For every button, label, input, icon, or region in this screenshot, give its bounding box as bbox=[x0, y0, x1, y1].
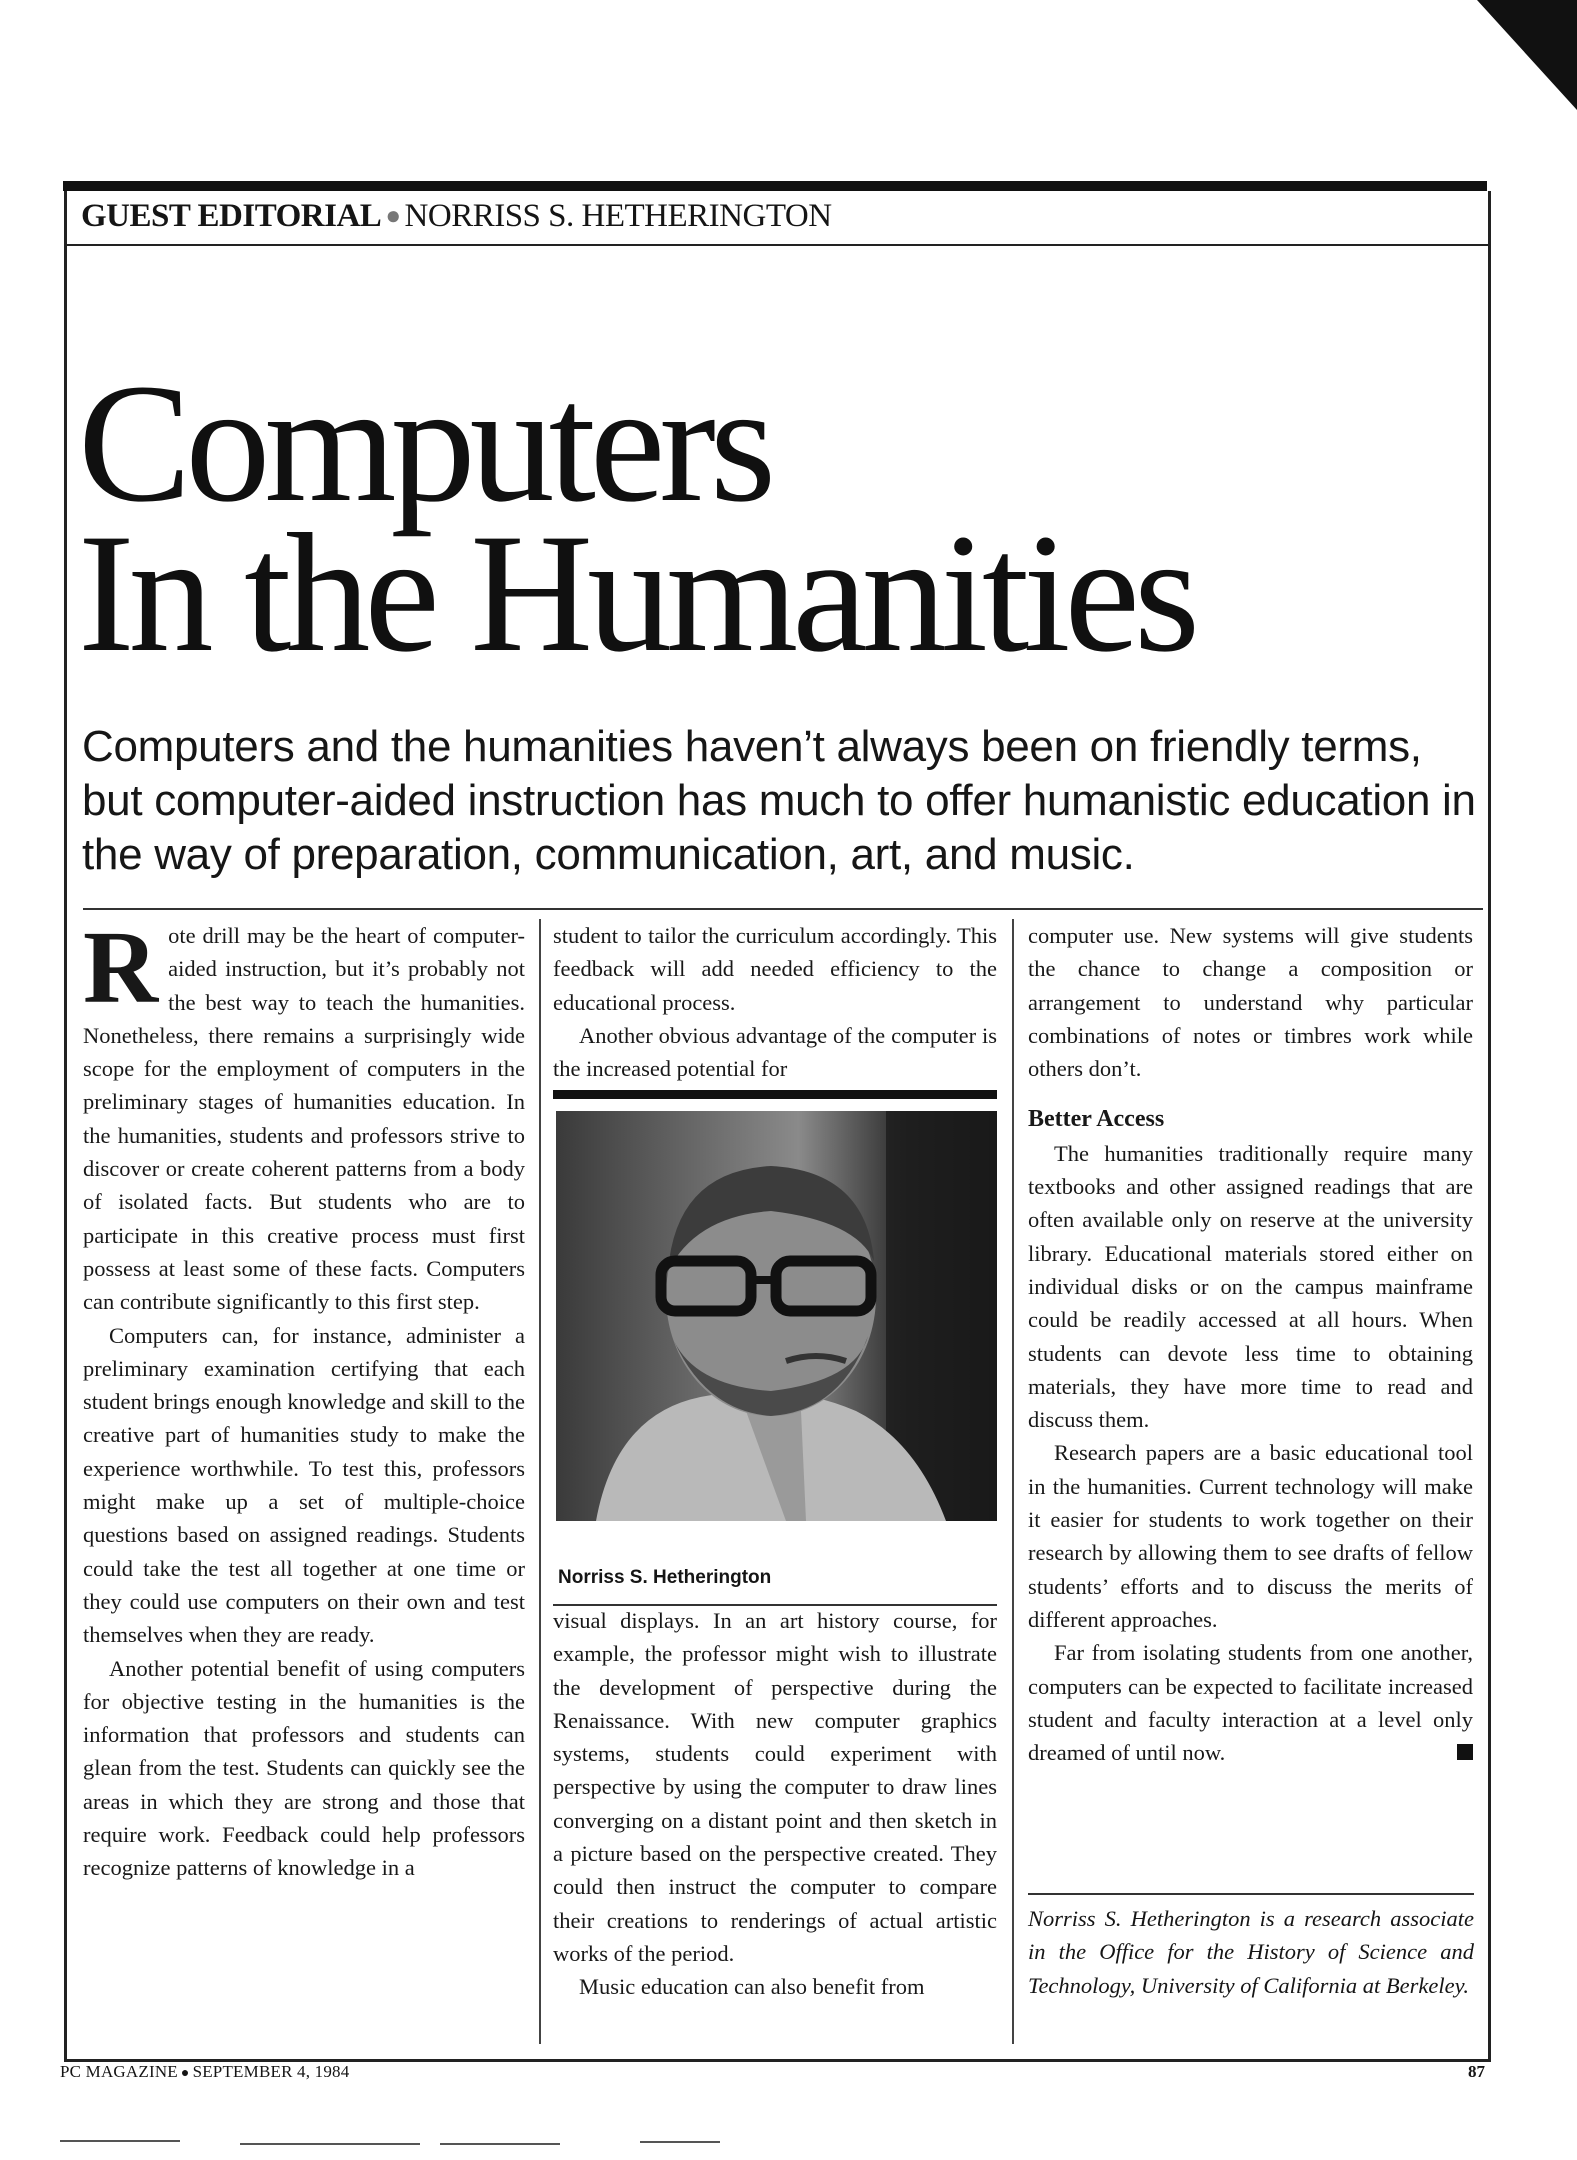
bullet-icon: ● bbox=[385, 201, 401, 230]
paragraph: visual displays. In an art history course, for example, the professor might wish to illustrate the development of perspective during the Renaissance. With new computer graphics systems, students could experiment with perspective by using the computer to draw lines converging on a distant point and then sketch in a picture based on the perspective created. They could then instruct the computer to compare their creations to renderings of actual artistic works of the period. bbox=[553, 1608, 997, 1966]
author-bio: Norriss S. Hetherington is a research associate in the Office for the History of Science and Technology, University of California at Berkeley. bbox=[1028, 1906, 1474, 1998]
corner-tab-mark bbox=[1477, 0, 1577, 110]
bullet-icon: ● bbox=[180, 2066, 190, 2081]
page-number: 87 bbox=[1468, 2062, 1485, 2081]
drop-cap: R bbox=[83, 910, 159, 1025]
photo-rule bbox=[553, 1090, 997, 1099]
scan-artifact-line bbox=[60, 2140, 180, 2142]
paragraph: Another obvious advantage of the computer is the increased potential for bbox=[553, 1022, 997, 1082]
column-2-top bbox=[553, 919, 997, 1085]
deck-rule bbox=[83, 908, 1483, 910]
headline bbox=[78, 349, 1195, 687]
paragraph: Another potential benefit of using computers for objective testing in the humanities is the information that professors and students can glean from the test. Students can quickly see the areas in which they are strong and those that require work. Feedback could help professors recognize patterns of knowledge in a bbox=[83, 1655, 525, 1881]
author-label: NORRISS S. HETHERINGTON bbox=[404, 198, 832, 234]
footer-folio bbox=[60, 2062, 349, 2082]
paragraph: Far from isolating students from one another, computers can be expected to facilitate increased student and faculty interaction at a level only dreamed of until now. bbox=[1028, 1640, 1473, 1766]
end-mark-icon bbox=[1457, 1744, 1473, 1760]
kicker-rule bbox=[64, 244, 1488, 246]
paragraph: Rote drill may be the heart of computer-aided instruction, but it’s probably not the best way to teach the humanities. Nonetheless, there remains a surprisingly wide scope for the employment of computers in the preliminary stages of humanities education. In the humanities, students and professors strive to discover or create coherent patterns from a body of isolated facts. But students who are to participate in this creative process must first possess at least some of these facts. Computers can contribute significantly to this first step. bbox=[83, 910, 525, 1315]
bio-rule bbox=[1028, 1893, 1474, 1895]
paragraph: student to tailor the curriculum accordingly. This feedback will add needed efficiency to the educational process. bbox=[553, 923, 997, 1015]
headline-line-1: Computers bbox=[78, 349, 771, 537]
paragraph: Computers can, for instance, administer a preliminary examination certifying that each student brings enough knowledge and skill to the creative part of humanities study to make the experience worthwhile. To test this, professors might make up a set of multiple-choice questions based on assigned readings. Students could take the test all together at one time or they could use computers on their own and test themselves when they are ready. bbox=[83, 1322, 525, 1648]
paragraph: The humanities traditionally require many textbooks and other assigned readings that are often available only on reserve at the university library. Educational materials stored either on individual disks or on the campus mainframe could be readily accessed at all hours. When students can devote less time to obtaining materials, they have more time to read and discuss them. bbox=[1028, 1140, 1473, 1433]
section-kicker bbox=[81, 198, 832, 235]
scan-artifact-line bbox=[640, 2141, 720, 2143]
section-label: GUEST EDITORIAL bbox=[81, 198, 382, 234]
headline-line-2: In the Humanities bbox=[78, 499, 1195, 687]
scan-artifact-line bbox=[440, 2143, 560, 2145]
paragraph: Research papers are a basic educational tool in the humanities. Current technology will make it easier for students to work together on their research by allowing them to see drafts of fellow students’ efforts and to discuss the merits of different approaches. bbox=[1028, 1440, 1473, 1632]
top-rule bbox=[63, 181, 1487, 191]
author-portrait-photo bbox=[556, 1111, 997, 1521]
column-divider bbox=[1012, 919, 1014, 2044]
paragraph: computer use. New systems will give students the chance to change a composition or arrangement to understand why particular combinations of notes or timbres work while others don’t. bbox=[1028, 923, 1473, 1082]
subhead-better-access: Better Access bbox=[1028, 1106, 1165, 1133]
column-1 bbox=[83, 910, 525, 2044]
deck: Computers and the humanities haven’t always been on friendly terms, but computer-aided instruction has much to offer humanistic education in the way of preparation, communication, art, and music. bbox=[82, 722, 1476, 879]
publication-name: PC MAGAZINE bbox=[60, 2062, 178, 2081]
column-divider bbox=[539, 919, 541, 2044]
issue-date: SEPTEMBER 4, 1984 bbox=[192, 2062, 350, 2081]
column-2-bottom bbox=[553, 1604, 997, 2004]
column-3 bbox=[1028, 919, 1473, 1769]
photo-caption: Norriss S. Hetherington bbox=[558, 1567, 772, 1588]
paragraph: Music education can also benefit from bbox=[579, 1974, 925, 2000]
scan-artifact-line bbox=[240, 2143, 420, 2145]
